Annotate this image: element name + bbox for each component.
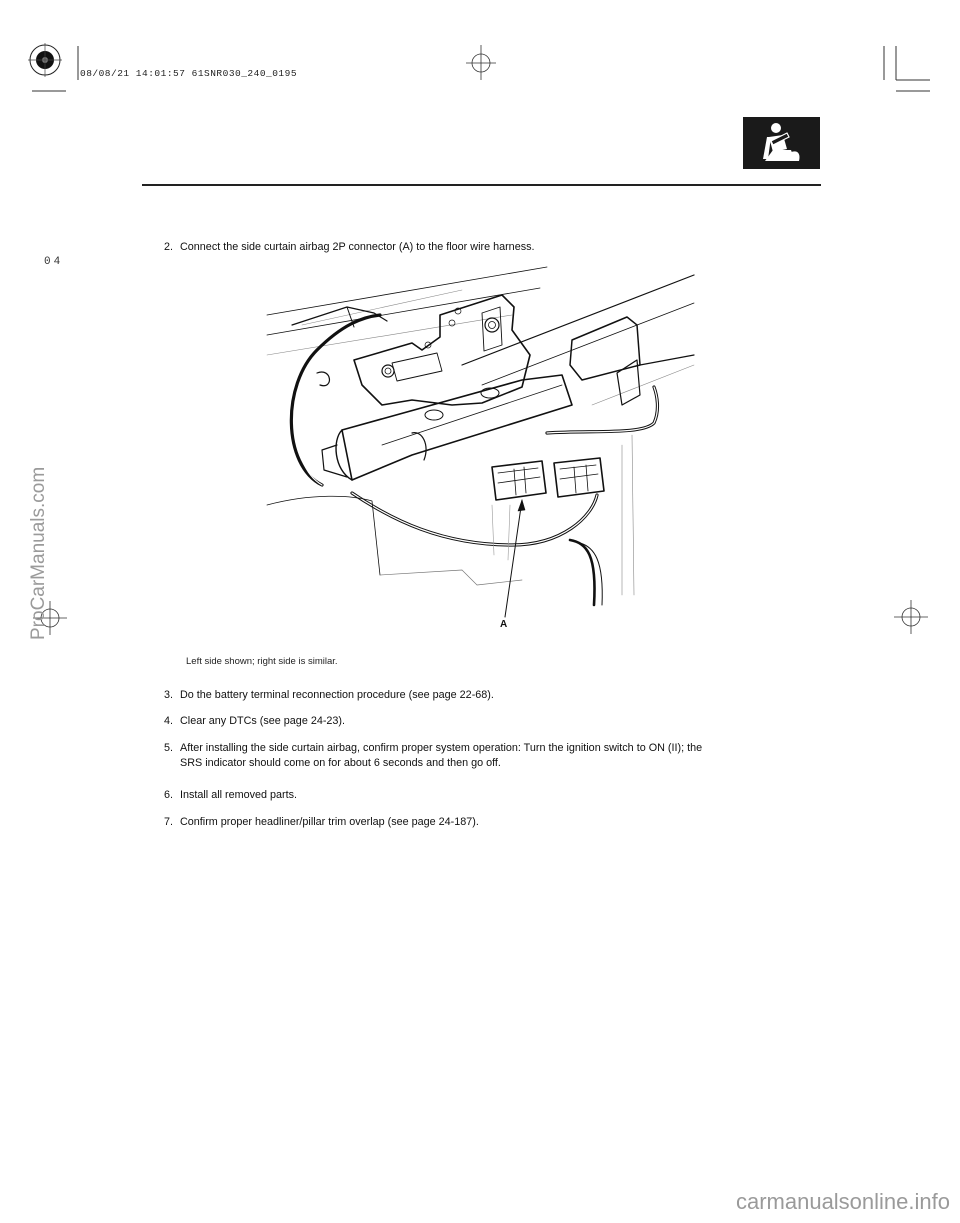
registration-target-top-left <box>28 43 62 77</box>
airbag-connector-illustration <box>262 255 702 615</box>
step-text: Clear any DTCs (see page 24-23). <box>180 715 346 727</box>
step-2 <box>164 240 535 255</box>
crosshair-top-center <box>466 45 496 80</box>
step-number: 5. <box>164 742 174 754</box>
crosshair-right-middle <box>894 600 928 634</box>
step-text: Confirm proper headliner/pillar trim overlap (see page 24-187). <box>180 816 479 828</box>
print-stamp: 08/08/21 14:01:57 61SNR030_240_0195 <box>80 68 298 79</box>
step-number: 7. <box>164 816 174 828</box>
seat-belt-srs-icon <box>743 117 820 169</box>
page-marker: 04 <box>44 256 64 268</box>
step-text: Install all removed parts. <box>180 789 298 801</box>
step-number: 3. <box>164 689 174 701</box>
step-text-continuation: SRS indicator should come on for about 6 seconds and then go off. <box>180 757 501 769</box>
side-watermark: ProCarManuals.com <box>28 466 49 640</box>
step-text: Connect the side curtain airbag 2P connector (A) to the floor wire harness. <box>180 241 535 253</box>
step-6 <box>164 788 297 803</box>
step-7 <box>164 815 479 830</box>
step-number: 4. <box>164 715 174 727</box>
step-number: 2. <box>164 241 174 253</box>
step-3 <box>164 688 494 703</box>
step-text: Do the battery terminal reconnection procedure (see page 22-68). <box>180 689 494 701</box>
figure-caption: Left side shown; right side is similar. <box>186 656 338 667</box>
footer-watermark: carmanualsonline.info <box>735 1189 950 1214</box>
callout-label-a: A <box>500 619 508 630</box>
step-text: After installing the side curtain airbag, confirm proper system operation: Turn the ignition switch to ON (II); the <box>180 742 703 754</box>
step-5 <box>164 741 702 771</box>
step-number: 6. <box>164 789 174 801</box>
step-4 <box>164 714 345 729</box>
header-rule <box>142 184 821 186</box>
